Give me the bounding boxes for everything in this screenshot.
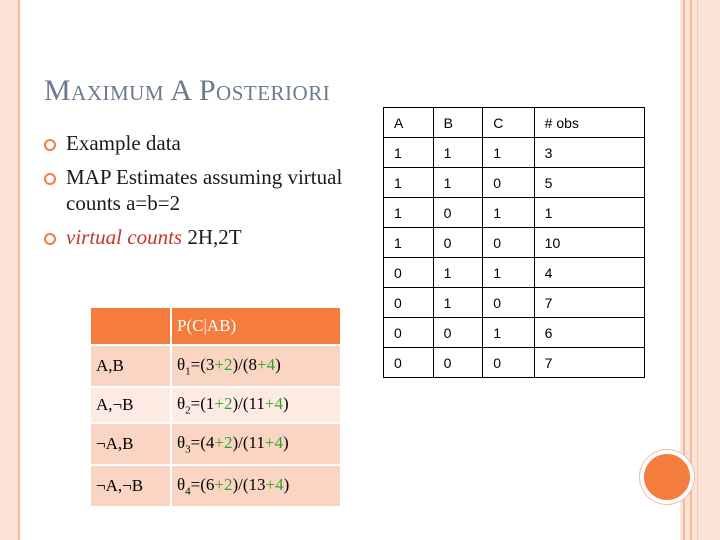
left-border-line bbox=[18, 0, 20, 540]
column-header: B bbox=[433, 108, 483, 138]
table-cell: 1 bbox=[483, 138, 534, 168]
theta-subscript: 4 bbox=[185, 485, 191, 498]
table-cell: 0 bbox=[384, 348, 434, 378]
table-cell: 1 bbox=[384, 138, 434, 168]
table-cell: 1 bbox=[384, 228, 434, 258]
column-header: A bbox=[384, 108, 434, 138]
virtual-count: +4 bbox=[264, 432, 284, 452]
estimate-cell bbox=[171, 345, 341, 387]
right-border-line bbox=[697, 0, 698, 540]
condition-cell: A,B bbox=[90, 345, 171, 387]
table-cell: 10 bbox=[534, 228, 644, 258]
table-cell: 1 bbox=[483, 198, 534, 228]
estimate-text: =(4 bbox=[190, 432, 215, 452]
table-cell: 1 bbox=[433, 168, 483, 198]
table-cell: 1 bbox=[483, 318, 534, 348]
table-cell: 1 bbox=[433, 258, 483, 288]
theta-symbol: θ bbox=[177, 474, 186, 494]
theta-symbol: θ bbox=[177, 432, 186, 452]
bullet-icon bbox=[44, 173, 56, 185]
left-border-band bbox=[0, 0, 18, 540]
table-header-row bbox=[90, 307, 341, 345]
table-row bbox=[384, 348, 645, 378]
table-cell: 1 bbox=[534, 198, 644, 228]
theta-subscript: 1 bbox=[185, 365, 191, 378]
condition-cell: ¬A,¬B bbox=[90, 465, 171, 507]
virtual-count: +2 bbox=[214, 432, 233, 452]
estimate-text: ) bbox=[275, 354, 281, 374]
column-header: P(C|AB) bbox=[171, 307, 341, 345]
table-cell: 6 bbox=[534, 318, 644, 348]
table-row bbox=[384, 258, 645, 288]
bullet-item bbox=[44, 164, 374, 216]
table-cell: 1 bbox=[433, 288, 483, 318]
table-cell: 3 bbox=[534, 138, 644, 168]
decorative-circle bbox=[640, 450, 694, 504]
estimate-text: )/(11 bbox=[232, 393, 265, 413]
table-cell: 4 bbox=[534, 258, 644, 288]
table-cell: 1 bbox=[384, 168, 434, 198]
table-cell: 0 bbox=[483, 348, 534, 378]
table-cell: 7 bbox=[534, 288, 644, 318]
estimate-text: =(1 bbox=[190, 393, 215, 413]
virtual-count: +4 bbox=[264, 393, 284, 413]
table-cell: 0 bbox=[384, 258, 434, 288]
bullet-text: Example data bbox=[66, 131, 181, 155]
column-header-empty bbox=[90, 307, 171, 345]
table-cell: 0 bbox=[384, 318, 434, 348]
right-border-line bbox=[690, 0, 692, 540]
table-cell: 0 bbox=[433, 348, 483, 378]
estimate-cell bbox=[171, 387, 341, 423]
table-row bbox=[90, 423, 341, 465]
slide-title: Maximum A Posteriori bbox=[44, 74, 331, 107]
estimate-text: )/(11 bbox=[232, 432, 265, 452]
bullet-text: 2H,2T bbox=[187, 225, 242, 249]
table-row bbox=[90, 345, 341, 387]
bullet-item bbox=[44, 224, 374, 250]
table-cell: 0 bbox=[433, 198, 483, 228]
estimate-cell bbox=[171, 423, 341, 465]
estimate-text: )/(8 bbox=[232, 354, 258, 374]
table-cell: 1 bbox=[384, 198, 434, 228]
bullet-text: MAP Estimates assuming virtual counts a=b=2 bbox=[66, 165, 343, 215]
table-cell: 0 bbox=[384, 288, 434, 318]
theta-symbol: θ bbox=[177, 393, 186, 413]
theta-subscript: 3 bbox=[185, 443, 191, 456]
table-row bbox=[384, 168, 645, 198]
table-cell: 0 bbox=[433, 318, 483, 348]
virtual-count: +2 bbox=[214, 354, 233, 374]
bullet-item bbox=[44, 130, 374, 156]
table-row bbox=[384, 228, 645, 258]
table-cell: 0 bbox=[433, 228, 483, 258]
condition-cell: A,¬B bbox=[90, 387, 171, 423]
table-row bbox=[384, 138, 645, 168]
table-cell: 1 bbox=[483, 258, 534, 288]
bullet-icon bbox=[44, 233, 56, 245]
virtual-count: +4 bbox=[265, 474, 284, 494]
table-cell: 5 bbox=[534, 168, 644, 198]
estimate-text: ) bbox=[283, 393, 289, 413]
virtual-count: +2 bbox=[214, 474, 233, 494]
estimate-cell bbox=[171, 465, 341, 507]
table-cell: 0 bbox=[483, 228, 534, 258]
virtual-count: +4 bbox=[257, 354, 276, 374]
observations-table bbox=[383, 107, 645, 378]
table-row bbox=[384, 318, 645, 348]
estimate-text: ) bbox=[283, 474, 290, 494]
table-cell: 1 bbox=[433, 138, 483, 168]
column-header: C bbox=[483, 108, 534, 138]
table-header-row bbox=[384, 108, 645, 138]
bullet-list bbox=[44, 130, 374, 258]
conditional-probability-table bbox=[89, 306, 342, 508]
estimate-text: ) bbox=[283, 432, 289, 452]
table-row bbox=[384, 288, 645, 318]
theta-subscript: 2 bbox=[185, 404, 191, 417]
table-row bbox=[90, 465, 341, 507]
estimate-text: )/(13 bbox=[232, 474, 266, 494]
estimate-text: =(6 bbox=[190, 474, 215, 494]
table-cell: 7 bbox=[534, 348, 644, 378]
bullet-emphasis: virtual counts bbox=[66, 225, 183, 249]
table-cell: 0 bbox=[483, 288, 534, 318]
condition-cell: ¬A,B bbox=[90, 423, 171, 465]
table-cell: 0 bbox=[483, 168, 534, 198]
bullet-icon bbox=[44, 139, 56, 151]
table-row bbox=[384, 198, 645, 228]
table-row bbox=[90, 387, 341, 423]
theta-symbol: θ bbox=[177, 354, 186, 374]
column-header: # obs bbox=[534, 108, 644, 138]
virtual-count: +2 bbox=[214, 393, 233, 413]
estimate-text: =(3 bbox=[190, 354, 215, 374]
